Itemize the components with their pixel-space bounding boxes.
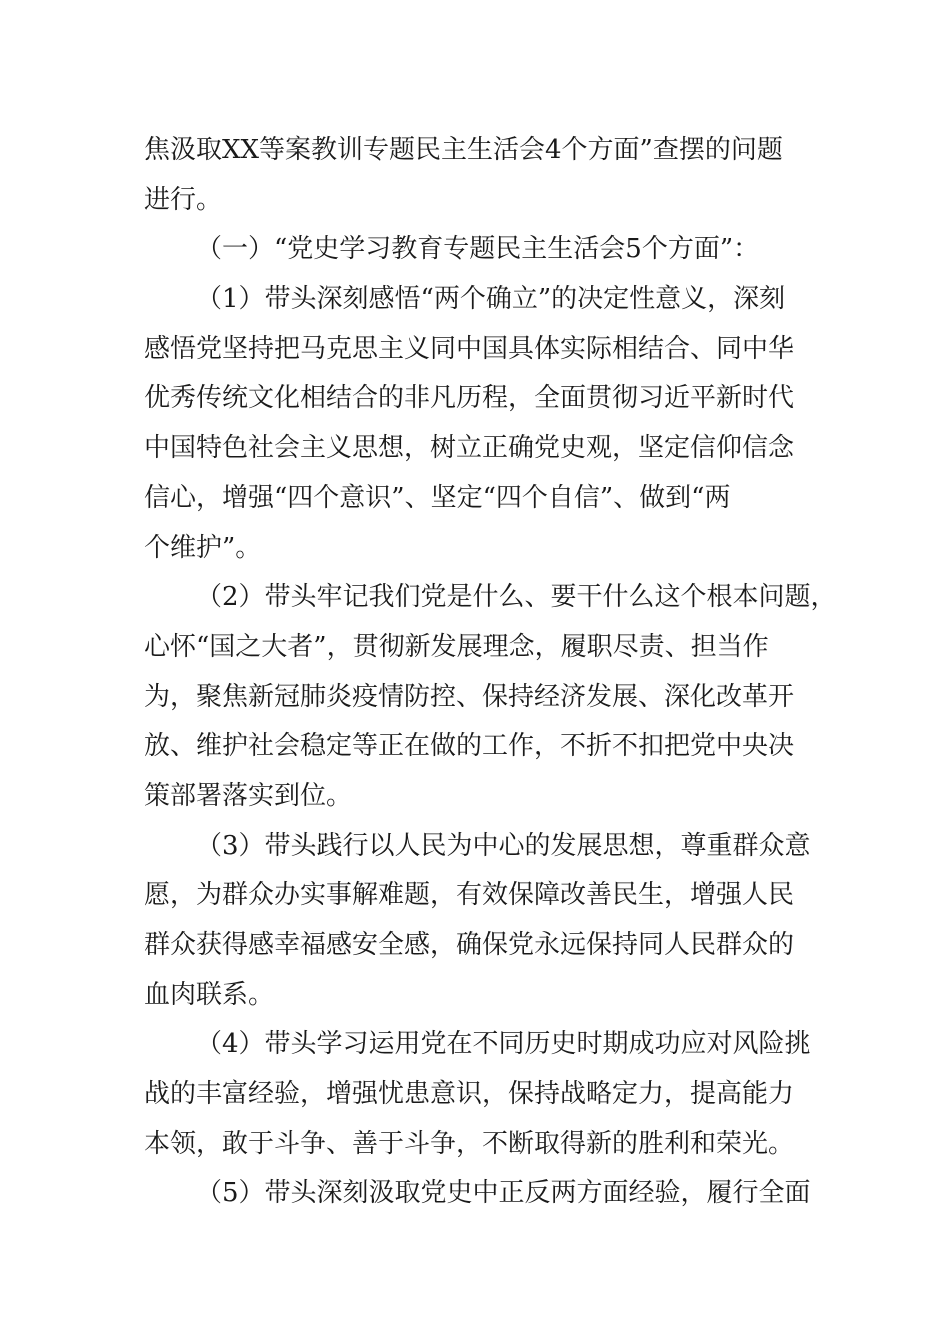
section-heading: （一）“党史学习教育专题民主生活会5个方面”： xyxy=(196,234,760,265)
text-line: 个维护”。 xyxy=(144,532,262,563)
text-line: 优秀传统文化相结合的非凡历程，全面贯彻习近平新时代 xyxy=(144,383,795,414)
text-line: 群众获得感幸福感安全感，确保党永远保持同人民群众的 xyxy=(144,930,795,960)
text-line: 放、维护社会稳定等正在做的工作，不折不扣把党中央决 xyxy=(144,731,795,762)
text-line: 愿，为群众办实事解难题，有效保障改善民生，增强人民 xyxy=(144,880,795,911)
text-line: 感悟党坚持把马克思主义同中国具体实际相结合、同中华 xyxy=(144,333,795,364)
text-line: 本领，敢于斗争、善于斗争，不断取得新的胜利和荣光。 xyxy=(144,1128,795,1159)
text-line: 为，聚焦新冠肺炎疫情防控、保持经济发展、深化改革开 xyxy=(144,681,795,712)
text-line: （3）带头践行以人民为中心的发展思想，尊重群众意 xyxy=(196,830,811,861)
text-line: 心怀“国之大者”，贯彻新发展理念，履职尽责、担当作 xyxy=(144,631,769,662)
text-line: 焦汲取XX等案教训专题民主生活会4个方面”查摆的问题 xyxy=(144,135,783,165)
text-line: （1）带头深刻感悟“两个确立”的决定性意义，深刻 xyxy=(196,284,786,315)
text-line: 策部署落实到位。 xyxy=(144,780,353,811)
text-line: 战的丰富经验，增强忧患意识，保持战略定力，提高能力 xyxy=(144,1079,795,1110)
text-line: （2）带头牢记我们党是什么、要干什么这个根本问题， xyxy=(196,582,837,613)
text-line: 血肉联系。 xyxy=(144,979,275,1010)
text-line: （4）带头学习运用党在不同历史时期成功应对风险挑 xyxy=(196,1029,811,1060)
document-body xyxy=(144,126,837,1219)
text-line: 进行。 xyxy=(144,184,223,215)
text-line: （5）带头深刻汲取党史中正反两方面经验，履行全面 xyxy=(196,1178,811,1209)
text-line: 信心，增强“四个意识”、坚定“四个自信”、做到“两 xyxy=(144,482,731,513)
text-line: 中国特色社会主义思想，树立正确党史观，坚定信仰信念 xyxy=(144,433,795,464)
